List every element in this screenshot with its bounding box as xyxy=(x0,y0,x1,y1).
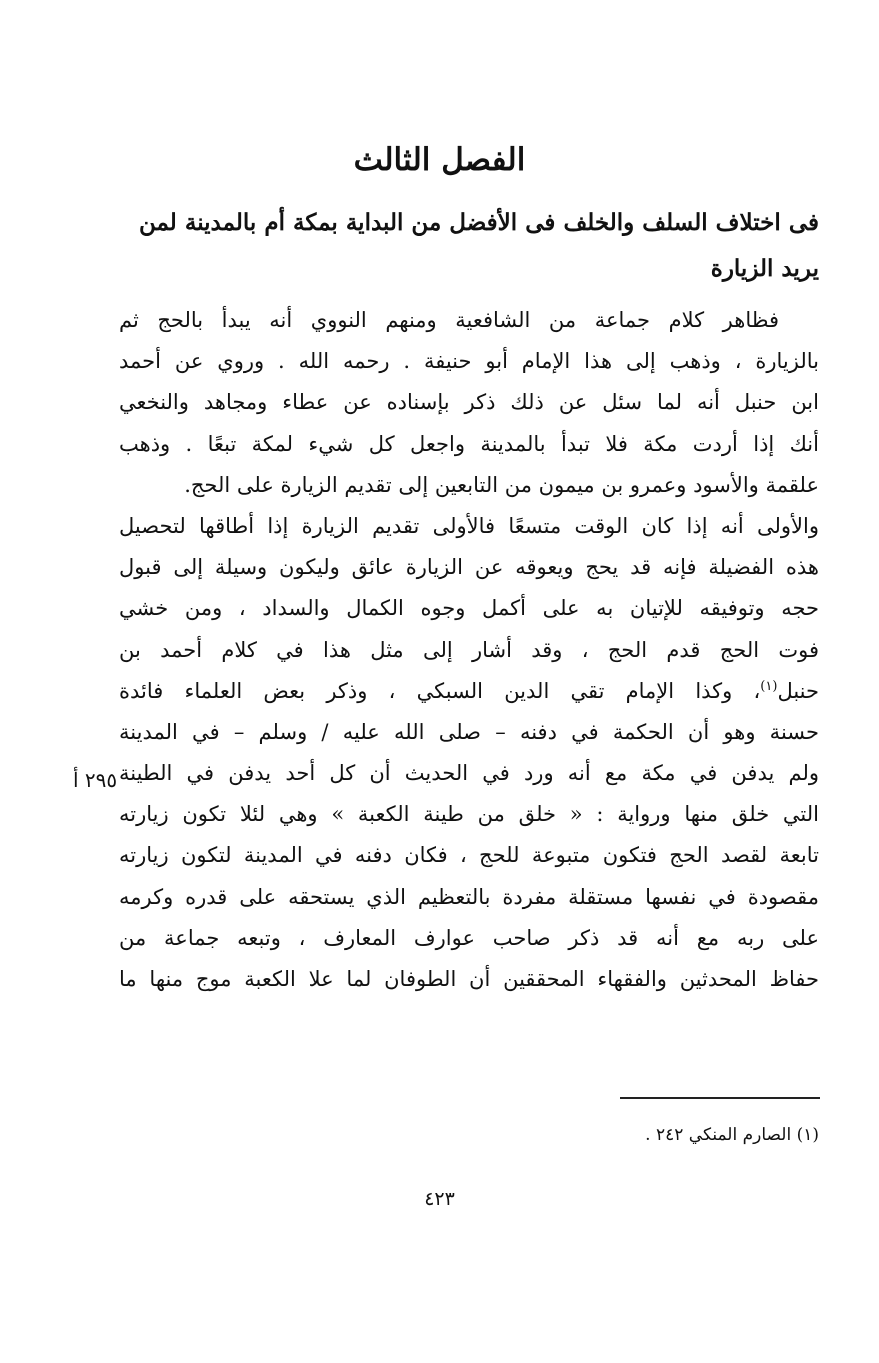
page-number: ٤٢٣ xyxy=(424,1188,455,1210)
body-line: حسنة وهو أن الحكمة في دفنه – صلى الله عليه / وسلم – في المدينة xyxy=(119,719,819,744)
body-line: حفاظ المحدثين والفقهاء المحققين أن الطوفان لما علا الكعبة موج منها ما xyxy=(119,967,819,991)
body-line: فظاهر كلام جماعة من الشافعية ومنهم النووي أنه يبدأ بالحج ثم xyxy=(119,308,779,332)
body-line: بالزيارة ، وذهب إلى هذا الإمام أبو حنيفة . رحمه الله . وروي عن أحمد xyxy=(119,349,819,374)
footnote-reference: (١) xyxy=(760,678,778,694)
body-text xyxy=(119,300,819,1000)
line-lead-word: حنبل xyxy=(777,678,819,703)
body-line: التي خلق منها ورواية : « خلق من طينة الكعبة » وهي لئلا تكون زيارته xyxy=(119,802,819,827)
body-line: مقصودة في نفسها مستقلة مفردة بالتعظيم الذي يستحقه على قدره وكرمه xyxy=(119,884,819,909)
body-line: حجه وتوفيقه للإتيان به على أكمل وجوه الكمال والسداد ، ومن خشي xyxy=(119,596,819,621)
chapter-subtitle: فى اختلاف السلف والخلف فى الأفضل من البداية بمكة أم بالمدينة لمن يريد الزيارة xyxy=(139,209,819,282)
body-line: أنك إذا أردت مكة فلا تبدأ بالمدينة واجعل كل شيء لمكة تبعًا . وذهب xyxy=(119,431,819,456)
line-remainder: ، وكذا الإمام تقي الدين السبكي ، وذكر بعض العلماء فائدة xyxy=(119,678,761,703)
body-line: فوت الحج قدم الحج ، وقد أشار إلى مثل هذا في كلام أحمد بن xyxy=(119,637,819,662)
body-line: ابن حنبل أنه لما سئل عن ذلك ذكر بإسناده عن عطاء ومجاهد والنخعي xyxy=(119,390,819,415)
body-line: تابعة لقصد الحج فتكون متبوعة للحج ، فكان دفنه في المدينة لتكون زيارته xyxy=(119,843,819,868)
body-line-with-footnote xyxy=(119,671,819,712)
footnote-separator xyxy=(620,1097,820,1099)
chapter-title: الفصل الثالث xyxy=(353,142,526,178)
body-line: ولم يدفن في مكة مع أنه ورد في الحديث أن كل أحد يدفن في الطينة xyxy=(119,761,819,786)
body-line: علقمة والأسود وعمرو بن ميمون من التابعين إلى تقديم الزيارة على الحج. xyxy=(184,472,819,497)
footnote: (١) الصارم المنكي ٢٤٢ . xyxy=(645,1125,819,1145)
body-line: على ربه مع أنه قد ذكر صاحب عوارف المعارف ، وتبعه جماعة من xyxy=(119,925,819,950)
body-line: هذه الفضيلة فإنه قد يحج ويعوقه عن الزيارة عائق وليكون وسيلة إلى قبول xyxy=(119,555,819,580)
manuscript-folio-marker: ٢٩٥ أ xyxy=(73,768,118,792)
body-line: والأولى أنه إذا كان الوقت متسعًا فالأولى تقديم الزيارة إذا أطاقها لتحصيل xyxy=(119,513,819,538)
